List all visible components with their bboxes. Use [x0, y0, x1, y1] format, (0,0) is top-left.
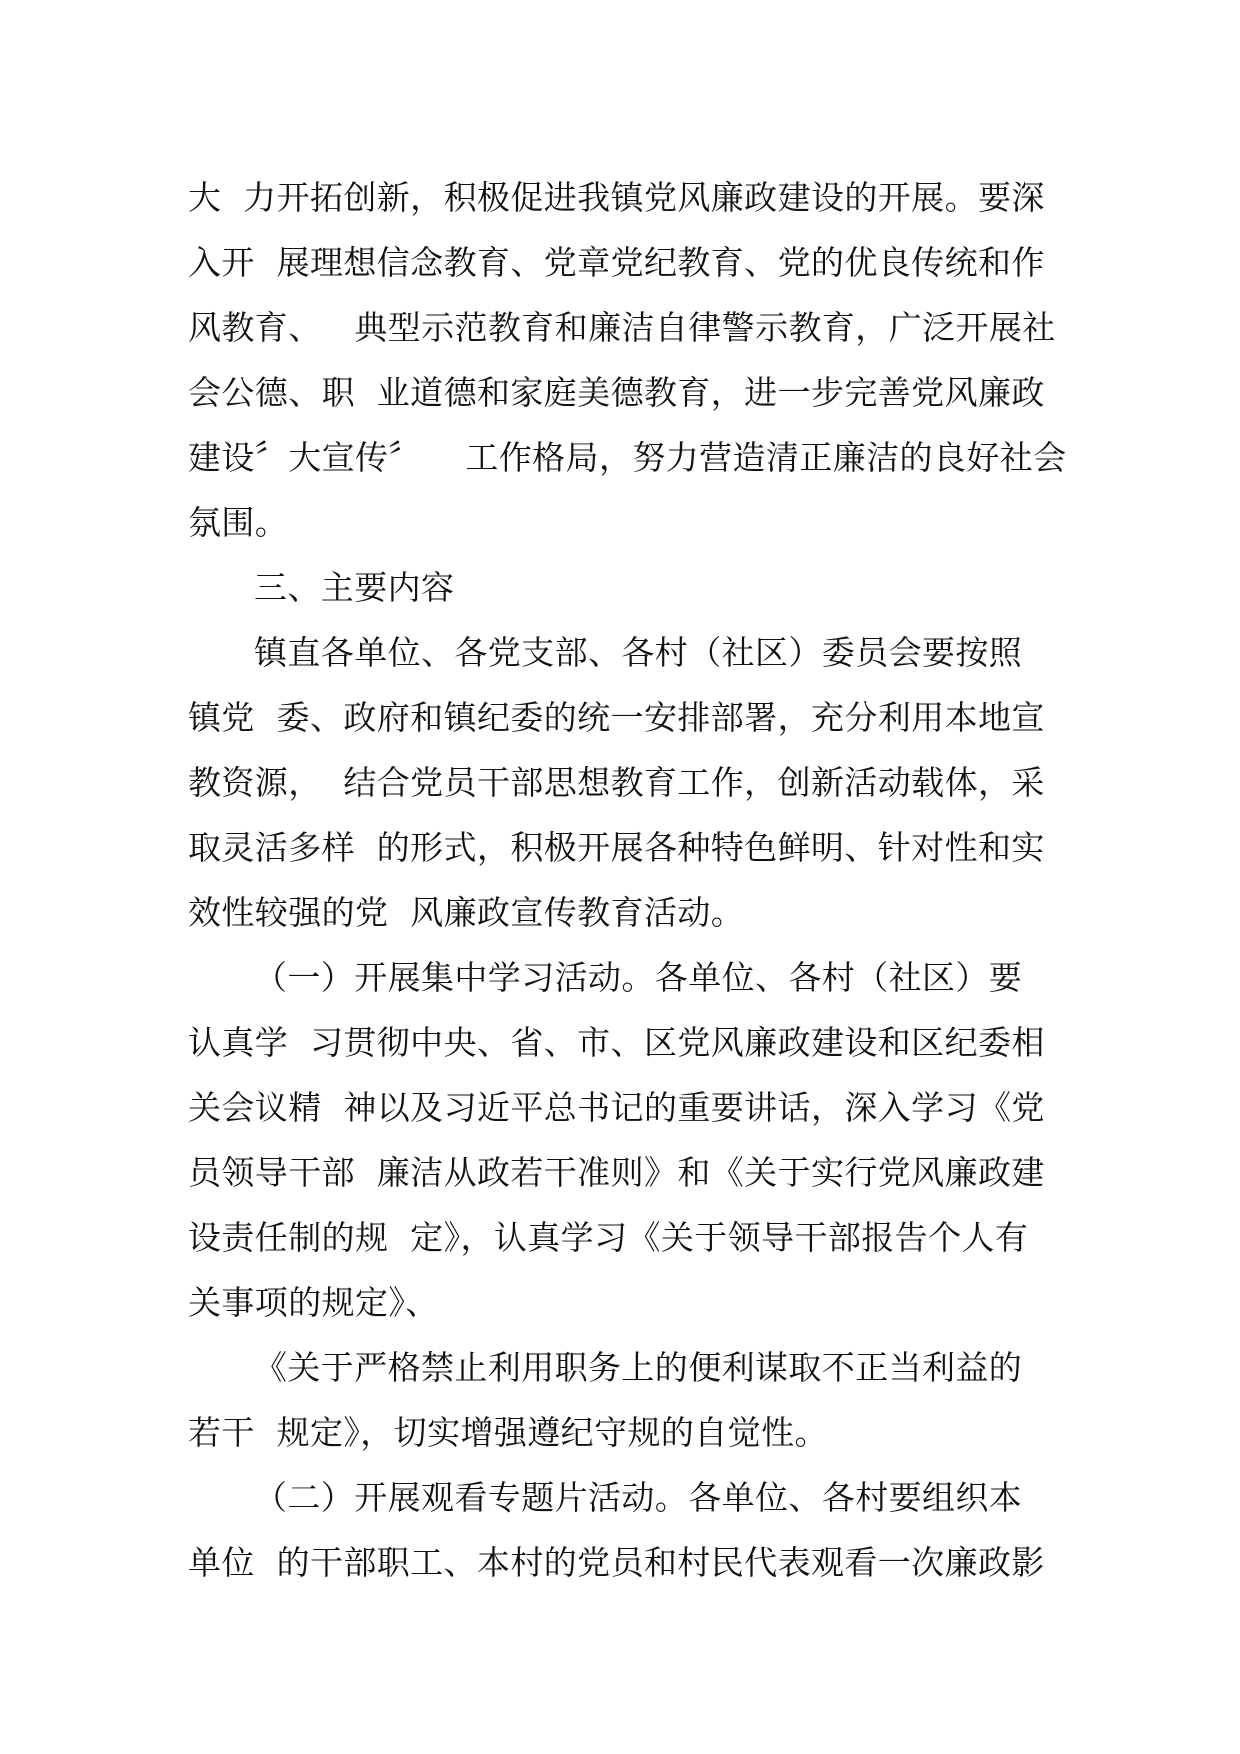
- section-heading: 三、主要内容: [254, 568, 455, 607]
- text-line: 教资源， 结合党员干部思想教育工作，创新活动载体，采: [188, 763, 1045, 802]
- section-heading-main-content: [188, 555, 1068, 620]
- text-line: 单位 的干部职工、本村的党员和村民代表观看一次廉政影: [188, 1543, 1045, 1582]
- text-line: 关会议精 神以及习近平总书记的重要讲话，深入学习《党: [188, 1088, 1045, 1127]
- text-line: 若干 规定》，切实增强遵纪守规的自觉性。: [188, 1413, 828, 1452]
- text-line: 设责任制的规 定》，认真学习《关于领导干部报告个人有: [188, 1218, 1029, 1257]
- text-line: 入开 展理想信念教育、党章党纪教育、党的优良传统和作: [188, 243, 1045, 282]
- text-line: 大 力开拓创新，积极促进我镇党风廉政建设的开展。要深: [188, 178, 1045, 217]
- text-line: 取灵活多样 的形式，积极开展各种特色鲜明、针对性和实: [188, 828, 1045, 867]
- text-line: 《关于严格禁止利用职务上的便利谋取不正当利益的: [254, 1348, 1023, 1387]
- text-line: 会公德、职 业道德和家庭美德教育，进一步完善党风廉政: [188, 373, 1045, 412]
- text-line: 员领导干部 廉洁从政若干准则》和《关于实行党风廉政建: [188, 1153, 1045, 1192]
- text-line: 关事项的规定》、: [188, 1283, 439, 1322]
- text-line: 镇党 委、政府和镇纪委的统一安排部署，充分利用本地宣: [188, 698, 1045, 737]
- paragraph-unit-arrangement: [188, 620, 1068, 945]
- text-line: 认真学 习贯彻中央、省、市、区党风廉政建设和区纪委相: [188, 1023, 1045, 1062]
- text-line: 效性较强的党 风廉政宣传教育活动。: [188, 893, 745, 932]
- text-line: 氛围。: [188, 503, 289, 542]
- text-line: （一）开展集中学习活动。各单位、各村（社区）要: [254, 958, 1023, 997]
- paragraph-party-conduct-education: [188, 165, 1068, 555]
- document-body: [188, 165, 1068, 1595]
- text-line: 镇直各单位、各党支部、各村（社区）委员会要按照: [254, 633, 1023, 672]
- text-line: （二）开展观看专题片活动。各单位、各村要组织本: [254, 1478, 1023, 1517]
- paragraph-film-activity: [188, 1465, 1068, 1595]
- text-line: 风教育、 典型示范教育和廉洁自律警示教育，广泛开展社: [188, 308, 1056, 347]
- paragraph-study-activity: [188, 945, 1068, 1335]
- paragraph-regulations: [188, 1335, 1068, 1465]
- text-line: 建设〞大宣传〞 工作格局，努力营造清正廉洁的良好社会: [188, 438, 1067, 477]
